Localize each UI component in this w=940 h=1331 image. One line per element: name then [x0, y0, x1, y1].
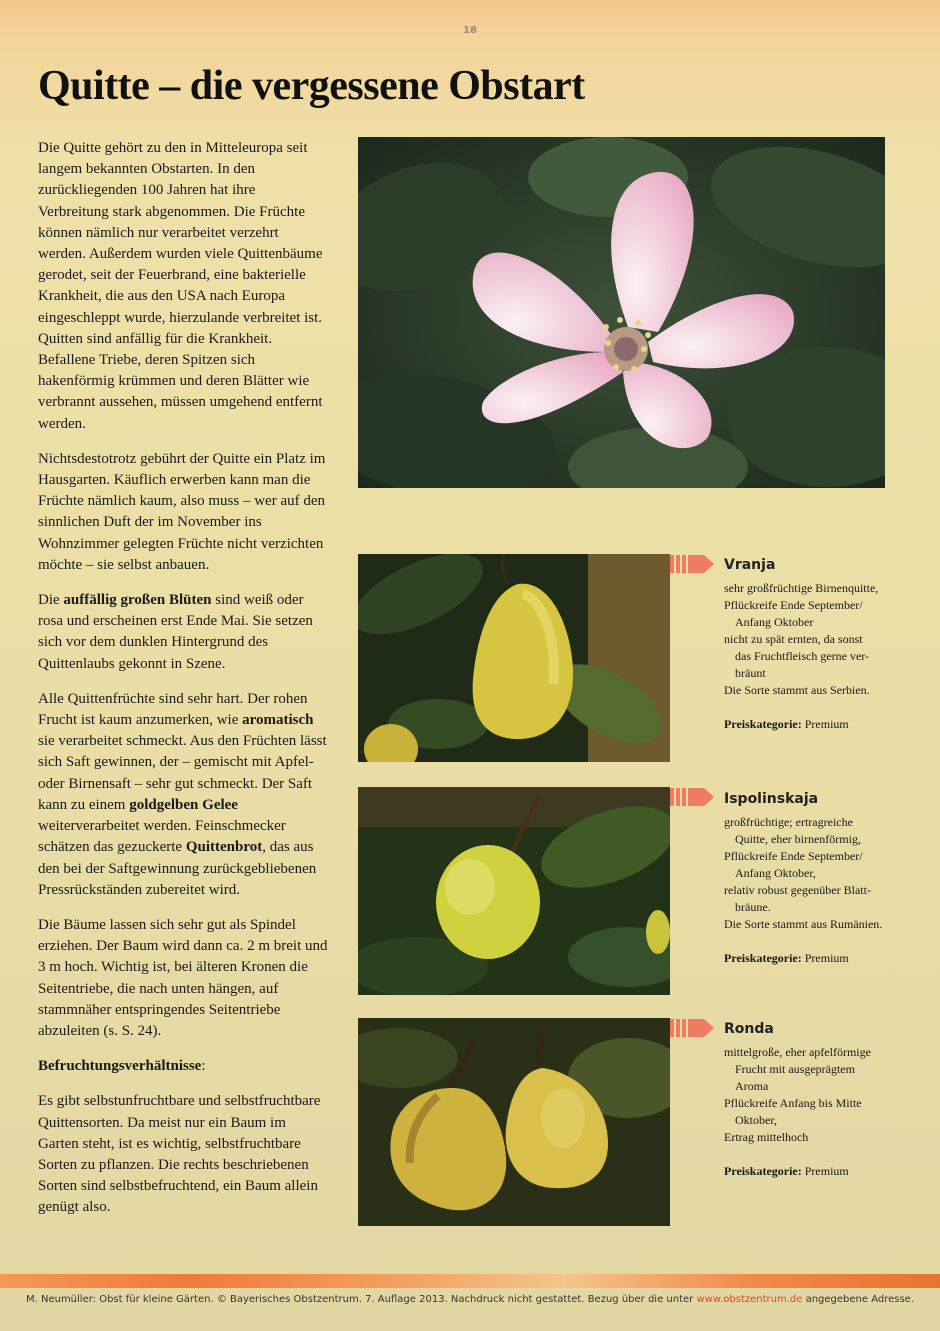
variety-name: Vranja: [724, 557, 776, 573]
paragraph-fruits: Alle Quittenfrüchte sind sehr hart. Der rohen Frucht ist kaum anzumerken, wie aromatisch sie verarbeitet schmeckt. Aus den Früchten lässt sich Saft gewinnen, der – gemischt mit Apfel- oder Birnensaft – sehr gut schmeckt. Der Saft kann zu einem goldgelben Gelee weiterverarbeitet werden. Feinschmecker schätzen das gezuckerte Quittenbrot, das aus den bei der Saftgewinnung zurückgebliebenen Pressrückständen zubereitet wird.: [38, 690, 327, 898]
vranja-photo: [358, 554, 670, 762]
ispolinskaja-photo: [358, 787, 670, 995]
page-number: 18: [463, 25, 477, 36]
variety-name: Ispolinskaja: [724, 791, 819, 807]
footer-link[interactable]: www.obstzentrum.de: [696, 1294, 803, 1305]
arrow-icon: [670, 1019, 714, 1037]
paragraph-intro: Die Quitte gehört zu den in Mitteleuropa seit langem bekannten Obstarten. In den zurückliegenden 100 Jahren hat ihre Verbreitung stark abgenommen. Die Früchte können nämlich nur verarbeitet verzehrt werden. Außerdem wurden viele Quittenbäume gerodet, seit der Feuerbrand, eine bakterielle Krankheit, die aus den USA nach Europa eingeschleppt wurde, hierzulande verbreitet ist. Quitten sind anfällig für die Krankheit. Befallene Triebe, deren Spitzen sich hakenförmig krümmen und deren Blätter wie verbrannt aussehen, müssen umgehend entfernt werden.: [38, 140, 323, 432]
price-category: Preiskategorie: Premium: [724, 951, 849, 965]
price-category: Preiskategorie: Premium: [724, 717, 849, 731]
footer: M. Neumüller: Obst für kleine Gärten. © Bayerisches Obstzentrum. 7. Auflage 2013. Nachdruck nicht gestattet. Bezug über die unter www.obstzentrum.de angegebene Adresse.: [25, 1294, 915, 1305]
paragraph-garden: Nichtsdestotrotz gebührt der Quitte ein Platz im Hausgarten. Käuflich erwerben kann man die Früchte nämlich kaum, also muss – wer auf den sinnlichen Duft der im November ins Wohnzimmer gelegten Früchte nicht verzichten möchte – sie selbst anbauen.: [38, 450, 326, 573]
main-text-column: [38, 138, 328, 1233]
ronda-photo: [358, 1018, 670, 1226]
price-category: Preiskategorie: Premium: [724, 1164, 849, 1178]
variety-ispolinskaja: Ispolinskaja großfrüchtige; ertragreiche Quitte, eher birnenförmig, Pflückreife Ende September/ Anfang Oktober, relativ robust gegenüber Blatt- bräune. Die Sorte stammt aus Rumänien. Preiskategorie: Premium: [724, 791, 924, 967]
arrow-icon: [670, 555, 714, 573]
footer-band: [0, 1274, 940, 1288]
section-heading-pollination: Befruchtungsverhältnisse:: [38, 1058, 206, 1075]
page-title: Quitte – die vergessene Obstart: [38, 63, 585, 109]
quince-blossom-photo: [358, 137, 885, 488]
paragraph-blossoms: Die auffällig großen Blüten sind weiß oder rosa und erscheinen erst Ende Mai. Sie setzen sich vor dem dunklen Hintergrund des Quittenlaubs gekonnt in Szene.: [38, 592, 313, 672]
arrow-icon: [670, 788, 714, 806]
variety-vranja: Vranja sehr großfrüchtige Birnenquitte, Pflückreife Ende September/ Anfang Oktober nicht zu spät ernten, da sonst das Fruchtfleisch gerne ver- bräunt Die Sorte stammt aus Serbien. Preiskategorie: Premium: [724, 557, 924, 733]
variety-name: Ronda: [724, 1021, 774, 1037]
paragraph-pollination: Es gibt selbstunfruchtbare und selbstfruchtbare Quittensorten. Da meist nur ein Baum im Garten steht, ist es wichtig, selbstfruchtbare Sorten zu pflanzen. Die rechts beschriebenen Sorten sind selbstbefruchtend, ein Baum allein genügt also.: [38, 1093, 321, 1216]
variety-ronda: Ronda mittelgroße, eher apfelförmige Frucht mit ausgeprägtem Aroma Pflückreife Anfang bis Mitte Oktober, Ertrag mittelhoch Preiskategorie: Premium: [724, 1021, 924, 1180]
paragraph-tree-training: Die Bäume lassen sich sehr gut als Spindel erziehen. Der Baum wird dann ca. 2 m breit und 3 m hoch. Wichtig ist, bei älteren Kronen die Seitentriebe, die nach unten hängen, auf stammnäher entspringendes Seitentriebe abzuleiten (s. S. 24).: [38, 916, 328, 1039]
